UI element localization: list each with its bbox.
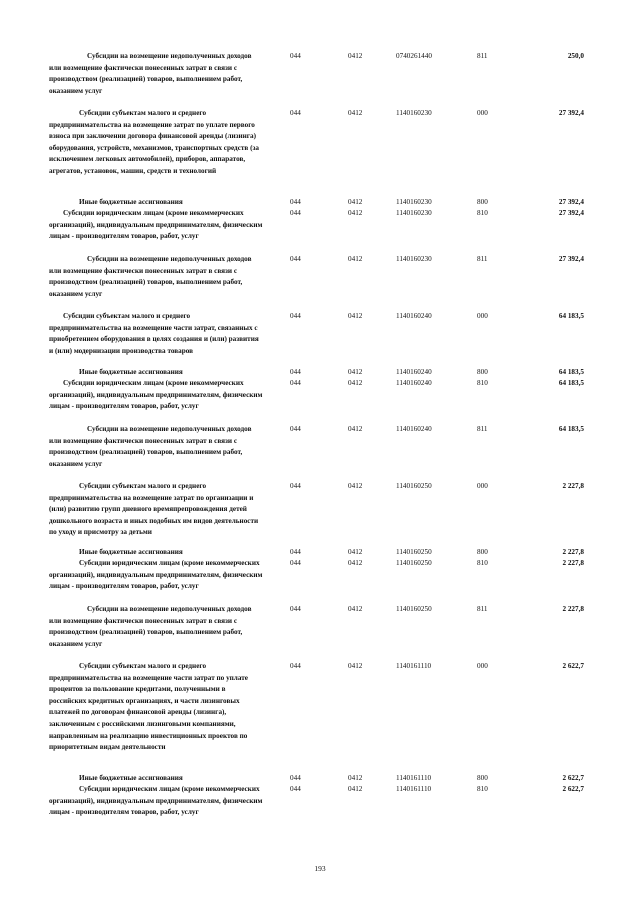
row-description: Субсидии на возмещение недополученных доходов или возмещение фактически понесенных затрат в связи с производством (реализацией) товаров, выполнением работ, оказанием услуг [49, 605, 252, 648]
ministry-code: 044 [290, 109, 301, 117]
row-description: Субсидии субъектам малого и среднего предпринимательства на возмещение затрат по уплате первого взноса при заключении договора финансовой аренды (лизинга) оборудования, устройств, механизмов, транспортных средств (за исключением легковых автомобилей), приборов, аппаратов, агрегатов, установок, машин, средств и технологий [49, 109, 259, 175]
row-description: Субсидии на возмещение недополученных доходов или возмещение фактически понесенных затрат в связи с производством (реализацией) товаров, выполнением работ, оказанием услуг [49, 52, 252, 95]
row-description: Субсидии на возмещение недополученных доходов или возмещение фактически понесенных затрат в связи с производством (реализацией) товаров, выполнением работ, оказанием услуг [49, 425, 252, 468]
expense-type-code: 800 [477, 548, 488, 556]
ministry-code: 044 [290, 605, 301, 613]
row-amount: 27 392,4 [558, 109, 584, 117]
article-code: 1140160250 [396, 559, 432, 567]
section-code: 0412 [348, 482, 363, 490]
row-amount: 64 183,5 [558, 312, 584, 320]
expense-type-code: 800 [477, 774, 488, 782]
article-code: 1140160240 [396, 312, 432, 320]
row-amount: 2 227,8 [562, 559, 584, 567]
row-amount: 64 183,5 [558, 425, 584, 433]
article-code: 1140160250 [396, 605, 432, 613]
row-description: Иные бюджетные ассигнования [79, 368, 183, 376]
ministry-code: 044 [290, 198, 301, 206]
row-description: Субсидии юридическим лицам (кроме некоммерческих организаций), индивидуальным предпринимателям, физическим лицам - производителям товаров, работ, услуг [49, 209, 263, 241]
section-code: 0412 [348, 368, 363, 376]
ministry-code: 044 [290, 379, 301, 387]
expense-type-code: 811 [477, 605, 488, 613]
row-description: Иные бюджетные ассигнования [79, 774, 183, 782]
article-code: 1140160240 [396, 379, 432, 387]
article-code: 1140160240 [396, 368, 432, 376]
row-amount: 27 392,4 [558, 198, 584, 206]
article-code: 0740261440 [396, 52, 432, 60]
row-description: Субсидии субъектам малого и среднего предпринимательства на возмещение затрат по организации и (или) развитию групп дневного времяпрепровождения детей дошкольного возраста и иных подобных им видов деятельности по уходу и присмотру за детьми [49, 482, 259, 537]
expense-type-code: 811 [477, 255, 488, 263]
section-code: 0412 [348, 605, 363, 613]
ministry-code: 044 [290, 255, 301, 263]
row-amount: 2 227,8 [562, 482, 584, 490]
row-description: Субсидии юридическим лицам (кроме некоммерческих организаций), индивидуальным предпринимателям, физическим лицам - производителям товаров, работ, услуг [49, 559, 263, 591]
expense-type-code: 800 [477, 368, 488, 376]
expense-type-code: 811 [477, 52, 488, 60]
article-code: 1140161110 [396, 662, 432, 670]
section-code: 0412 [348, 425, 363, 433]
section-code: 0412 [348, 548, 363, 556]
expense-type-code: 810 [477, 379, 488, 387]
article-code: 1140161110 [396, 774, 432, 782]
ministry-code: 044 [290, 312, 301, 320]
ministry-code: 044 [290, 482, 301, 490]
article-code: 1140160240 [396, 425, 432, 433]
section-code: 0412 [348, 52, 363, 60]
article-code: 1140160250 [396, 548, 432, 556]
row-description: Субсидии юридическим лицам (кроме некоммерческих организаций), индивидуальным предпринимателям, физическим лицам - производителям товаров, работ, услуг [49, 379, 263, 411]
ministry-code: 044 [290, 52, 301, 60]
row-amount: 27 392,4 [558, 209, 584, 217]
row-description: Субсидии субъектам малого и среднего предпринимательства на возмещение части затрат по уплате процентов за пользование кредитами, полученными в российских кредитных организациях, и части лизинговых платежей по договорам финансовой аренды (лизинга), заключенным с российскими лизинговыми компаниями, направленным на реализацию инвестиционных проектов по приоритетным видам деятельности [49, 662, 248, 752]
section-code: 0412 [348, 785, 363, 793]
expense-type-code: 000 [477, 312, 488, 320]
section-code: 0412 [348, 774, 363, 782]
expense-type-code: 810 [477, 209, 488, 217]
ministry-code: 044 [290, 548, 301, 556]
expense-type-code: 000 [477, 482, 488, 490]
section-code: 0412 [348, 559, 363, 567]
row-description: Иные бюджетные ассигнования [79, 198, 183, 206]
section-code: 0412 [348, 109, 363, 117]
row-amount: 64 183,5 [558, 379, 584, 387]
row-description: Иные бюджетные ассигнования [79, 548, 183, 556]
article-code: 1140160230 [396, 255, 432, 263]
ministry-code: 044 [290, 368, 301, 376]
article-code: 1140161110 [396, 785, 432, 793]
section-code: 0412 [348, 379, 363, 387]
expense-type-code: 800 [477, 198, 488, 206]
article-code: 1140160230 [396, 209, 432, 217]
section-code: 0412 [348, 209, 363, 217]
ministry-code: 044 [290, 785, 301, 793]
article-code: 1140160250 [396, 482, 432, 490]
ministry-code: 044 [290, 209, 301, 217]
row-amount: 27 392,4 [558, 255, 584, 263]
expense-type-code: 811 [477, 425, 488, 433]
ministry-code: 044 [290, 662, 301, 670]
page-number: 193 [314, 864, 326, 873]
ministry-code: 044 [290, 425, 301, 433]
row-description: Субсидии на возмещение недополученных доходов или возмещение фактически понесенных затрат в связи с производством (реализацией) товаров, выполнением работ, оказанием услуг [49, 255, 252, 298]
row-amount: 2 227,8 [562, 605, 584, 613]
row-amount: 250,0 [567, 52, 584, 60]
expense-type-code: 810 [477, 785, 488, 793]
ministry-code: 044 [290, 774, 301, 782]
section-code: 0412 [348, 312, 363, 320]
section-code: 0412 [348, 662, 363, 670]
row-amount: 64 183,5 [558, 368, 584, 376]
row-description: Субсидии субъектам малого и среднего предпринимательства на возмещение части затрат, связанных с приобретением оборудования в целях создания и (или) развития и (или) модернизации производства товаров [49, 312, 259, 355]
row-description: Субсидии юридическим лицам (кроме некоммерческих организаций), индивидуальным предпринимателям, физическим лицам - производителям товаров, работ, услуг [49, 785, 263, 817]
expense-type-code: 000 [477, 662, 488, 670]
ministry-code: 044 [290, 559, 301, 567]
expense-type-code: 810 [477, 559, 488, 567]
row-amount: 2 622,7 [562, 774, 584, 782]
article-code: 1140160230 [396, 109, 432, 117]
section-code: 0412 [348, 198, 363, 206]
row-amount: 2 227,8 [562, 548, 584, 556]
row-amount: 2 622,7 [562, 662, 584, 670]
row-amount: 2 622,7 [562, 785, 584, 793]
section-code: 0412 [348, 255, 363, 263]
expense-type-code: 000 [477, 109, 488, 117]
article-code: 1140160230 [396, 198, 432, 206]
